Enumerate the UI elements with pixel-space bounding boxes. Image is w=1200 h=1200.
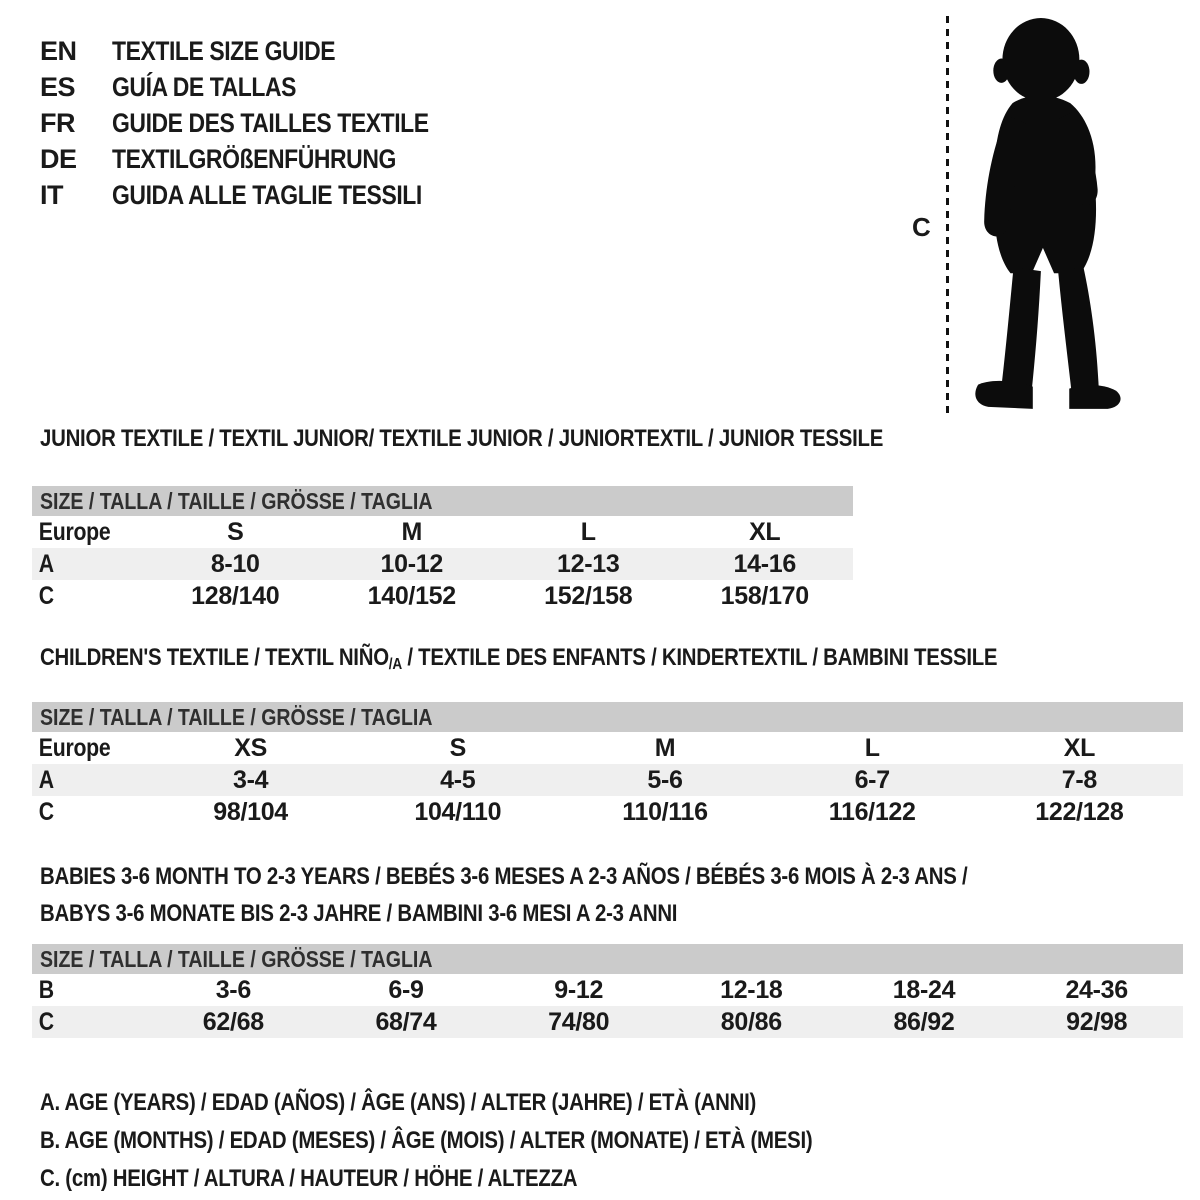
row-label: C xyxy=(38,797,54,826)
language-title-block xyxy=(32,33,1183,213)
table-row xyxy=(32,1006,1183,1038)
measure-c-label: C xyxy=(912,212,931,242)
legend-block xyxy=(32,1084,1183,1198)
children-title-pre: CHILDREN'S TEXTILE / TEXTIL NIÑO xyxy=(40,644,389,671)
legend-age-years: A. AGE (YEARS) / EDAD (AÑOS) / ÂGE (ANS) / ALTER (JAHRE) / ETÀ (ANNI) xyxy=(40,1089,757,1116)
legend-line-a xyxy=(32,1084,1183,1122)
junior-section-title-text: JUNIOR TEXTILE / TEXTIL JUNIOR/ TEXTILE JUNIOR / JUNIORTEXTIL / JUNIOR TESSILE xyxy=(40,425,884,452)
table-cell: 6-9 xyxy=(388,975,424,1004)
children-size-table xyxy=(32,702,1183,828)
table-cell: 104/110 xyxy=(414,797,502,826)
language-code: ES xyxy=(40,71,76,102)
junior-section-title xyxy=(32,425,1183,453)
table-cell: 80/86 xyxy=(720,1007,782,1036)
table-cell: 24-36 xyxy=(1065,975,1128,1004)
row-label: A xyxy=(38,549,54,578)
table-row xyxy=(32,764,1183,796)
table-header-label: SIZE / TALLA / TAILLE / GRÖSSE / TAGLIA xyxy=(40,945,433,972)
table-cell: L xyxy=(580,517,596,546)
table-header-label: SIZE / TALLA / TAILLE / GRÖSSE / TAGLIA xyxy=(40,703,433,730)
babies-size-table xyxy=(32,944,1183,1038)
table-cell: 14-16 xyxy=(733,549,796,578)
children-title-post: / TEXTILE DES ENFANTS / KINDERTEXTIL / BAMBINI TESSILE xyxy=(401,644,998,671)
table-cell: 12-13 xyxy=(557,549,620,578)
table-row xyxy=(32,732,1183,764)
table-cell: 86/92 xyxy=(893,1007,955,1036)
children-title-sub: /A xyxy=(388,656,402,673)
table-cell: 62/68 xyxy=(202,1007,264,1036)
guide-title-it: GUIDA ALLE TAGLIE TESSILI xyxy=(112,179,422,210)
table-header-label: SIZE / TALLA / TAILLE / GRÖSSE / TAGLIA xyxy=(40,487,433,514)
table-cell: 7-8 xyxy=(1061,765,1097,794)
table-cell: 6-7 xyxy=(854,765,890,794)
legend-line-b xyxy=(32,1122,1183,1160)
babies-title-line1: BABIES 3-6 MONTH TO 2-3 YEARS / BEBÉS 3-6 MESES A 2-3 AÑOS / BÉBÉS 3-6 MOIS À 2-3 ANS / xyxy=(40,863,968,890)
language-row-de xyxy=(32,141,1183,177)
table-cell: 116/122 xyxy=(828,797,916,826)
table-cell: 8-10 xyxy=(210,549,260,578)
sheet-content xyxy=(32,0,1183,1198)
row-label: C xyxy=(38,1007,54,1036)
row-label: C xyxy=(38,581,54,610)
table-cell: 3-4 xyxy=(232,765,269,794)
table-cell: 74/80 xyxy=(548,1007,610,1036)
legend-line-c xyxy=(32,1160,1183,1198)
children-section-title xyxy=(32,644,1183,679)
language-row-it xyxy=(32,177,1183,213)
table-row xyxy=(32,548,853,580)
language-row-fr xyxy=(32,105,1183,141)
table-cell: 9-12 xyxy=(554,975,604,1004)
table-header-bar xyxy=(32,944,1183,974)
table-cell: XL xyxy=(749,517,781,546)
table-row xyxy=(32,974,1183,1006)
table-cell: 152/158 xyxy=(544,581,633,610)
table-cell: 3-6 xyxy=(215,975,251,1004)
table-cell: 140/152 xyxy=(367,581,456,610)
language-row-es xyxy=(32,69,1183,105)
language-code: IT xyxy=(40,179,63,210)
guide-title-en: TEXTILE SIZE GUIDE xyxy=(112,35,336,66)
table-cell: L xyxy=(864,733,880,762)
guide-title-de: TEXTILGRÖßENFÜHRUNG xyxy=(112,143,396,174)
table-cell: 122/128 xyxy=(1035,797,1124,826)
table-row xyxy=(32,580,853,612)
guide-title-fr: GUIDE DES TAILLES TEXTILE xyxy=(112,107,429,138)
table-cell: 10-12 xyxy=(380,549,443,578)
table-cell: 18-24 xyxy=(892,975,956,1004)
table-cell: 68/74 xyxy=(375,1007,437,1036)
row-label: B xyxy=(38,975,54,1004)
junior-size-table xyxy=(32,486,853,612)
table-header-bar xyxy=(32,702,1183,732)
babies-title-line2: BABYS 3-6 MONATE BIS 2-3 JAHRE / BAMBINI 3-6 MESI A 2-3 ANNI xyxy=(40,900,678,927)
row-label: A xyxy=(38,765,54,794)
table-header-bar xyxy=(32,486,853,516)
legend-age-months: B. AGE (MONTHS) / EDAD (MESES) / ÂGE (MOIS) / ALTER (MONATE) / ETÀ (MESI) xyxy=(40,1127,813,1154)
table-cell: S xyxy=(227,517,244,546)
table-cell: M xyxy=(401,517,423,546)
guide-title-es: GUÍA DE TALLAS xyxy=(112,71,297,102)
table-cell: XL xyxy=(1063,733,1096,762)
language-row-en xyxy=(32,33,1183,69)
table-cell: XS xyxy=(234,733,267,762)
table-cell: 158/170 xyxy=(720,581,809,610)
table-cell: 4-5 xyxy=(440,765,476,794)
language-code: FR xyxy=(40,107,75,138)
children-section-title-text xyxy=(40,644,997,679)
legend-height-cm: C. (cm) HEIGHT / ALTURA / HAUTEUR / HÖHE / ALTEZZA xyxy=(40,1165,578,1192)
row-label: Europe xyxy=(38,733,111,762)
table-cell: M xyxy=(654,733,676,762)
row-label: Europe xyxy=(38,517,111,546)
table-row xyxy=(32,796,1183,828)
table-row xyxy=(32,516,853,548)
table-cell: 128/140 xyxy=(191,581,280,610)
table-cell: 5-6 xyxy=(647,765,683,794)
table-cell: S xyxy=(449,733,466,762)
language-code: DE xyxy=(40,143,77,174)
table-cell: 110/116 xyxy=(622,797,708,826)
language-code: EN xyxy=(40,35,77,66)
table-cell: 98/104 xyxy=(213,797,288,826)
table-cell: 92/98 xyxy=(1066,1007,1128,1036)
babies-section-title xyxy=(32,858,1183,932)
table-cell: 12-18 xyxy=(720,975,783,1004)
